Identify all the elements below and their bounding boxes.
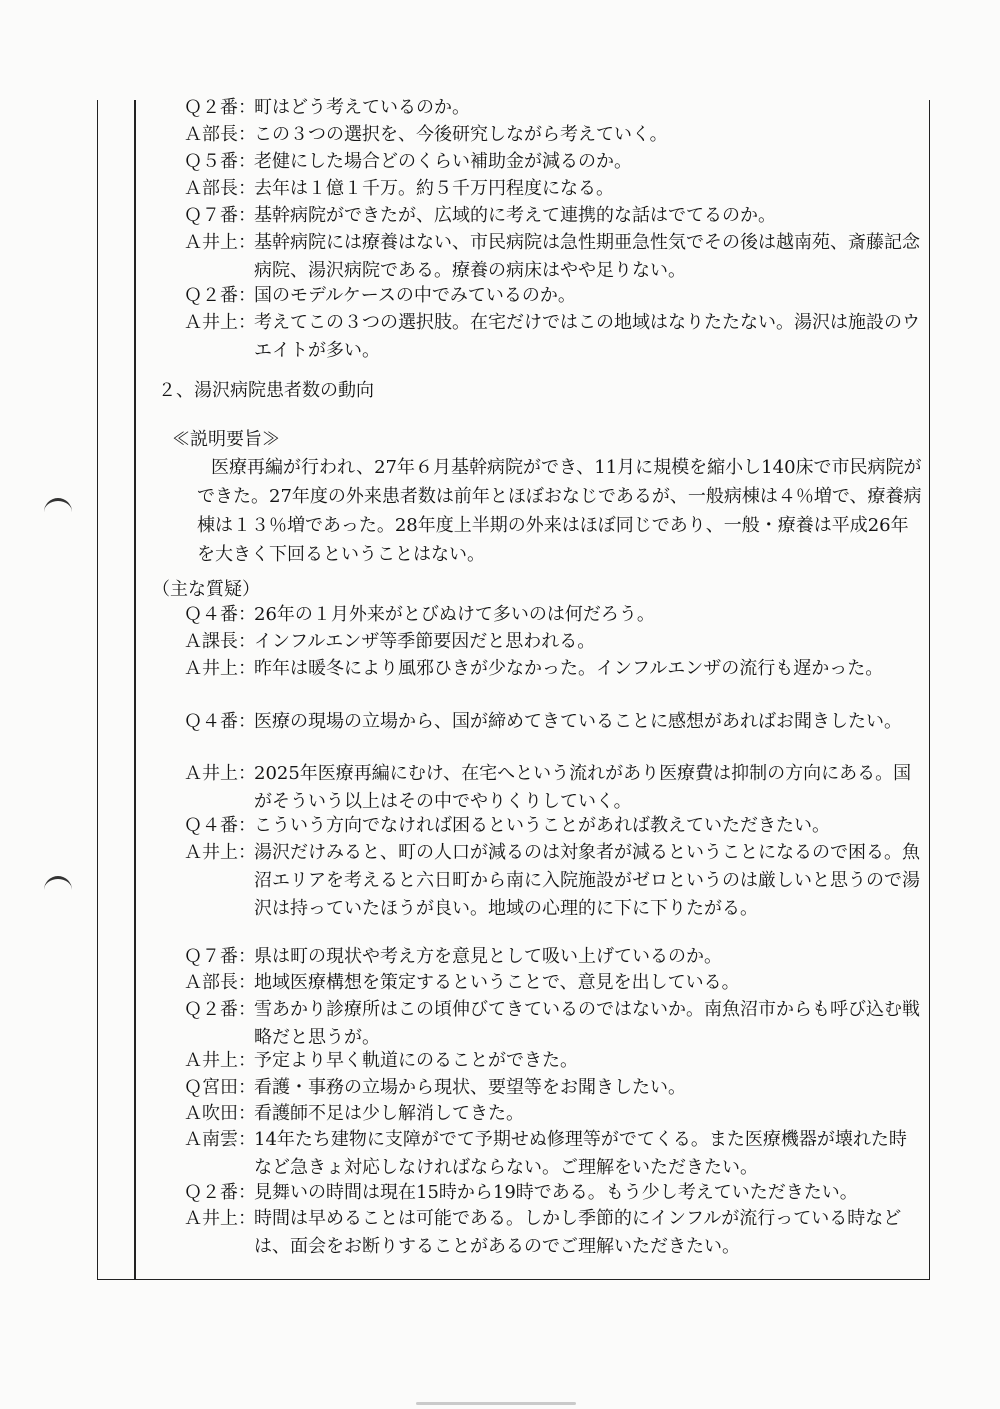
- explanation-heading: ≪説明要旨≫: [172, 429, 280, 450]
- speaker-label: Ｑ４番: [184, 711, 238, 732]
- speaker-label: Ａ部長: [184, 972, 238, 993]
- speaker-label: Ｑ４番: [184, 815, 238, 836]
- speaker-label: Ａ部長: [184, 178, 238, 199]
- qa-text: 考えてこの３つの選択肢。在宅だけではこの地域はなりたたない。湯沢は施設のウエイトが多い。: [254, 312, 920, 361]
- qa-text: こういう方向でなければ困るということがあれば教えていただきたい。: [254, 815, 830, 836]
- explanation-paragraph: 医療再編が行われ、27年６月基幹病院ができ、11月に規模を縮小し140床で市民病院ができた。27年度の外来患者数は前年とほぼおなじであるが、一般病棟は４％増で、療養病棟は１３％増であった。28年度上半期の外来はほぼ同じであり、一般・療養は平成26年を大きく下回るということはない。: [197, 457, 922, 565]
- qa-text: 湯沢だけみると、町の人口が減るのは対象者が減るということになるので困る。魚沼エリアを考えると六日町から南に入院施設がゼロというのは厳しいと思うので湯沢は持っていたほうが良い。地域の心理的に下に下りたがる。: [254, 842, 920, 919]
- qa-text: 時間は早めることは可能である。しかし季節的にインフルが流行っている時などは、面会をお断りすることがあるのでご理解いただきたい。: [254, 1208, 902, 1257]
- speaker-label: Ａ井上: [184, 658, 238, 679]
- speaker-label: Ａ井上: [184, 842, 238, 863]
- qa-text: 2025年医療再編にむけ、在宅へという流れがあり医療費は抑制の方向にある。国がそういう以上はその中でやりくりしていく。: [254, 763, 912, 812]
- qa-item: Ｑ４番 ： 26年の１月外来がとびぬけて多いのは何だろう。: [0, 601, 1000, 629]
- speaker-label: Ａ南雲: [184, 1129, 238, 1150]
- speaker-label: Ｑ７番: [184, 946, 238, 967]
- qa-text: 医療の現場の立場から、国が締めてきていることに感想があればお聞きしたい。: [254, 711, 902, 732]
- qa-text: 基幹病院ができたが、広域的に考えて連携的な話はでてるのか。: [254, 205, 776, 226]
- speaker-label: Ａ井上: [184, 1208, 238, 1229]
- qa-text: 基幹病院には療養はない、市民病院は急性期亜急性気でその後は越南苑、斎藤記念病院、湯沢病院である。療養の病床はやや足りない。: [254, 232, 920, 281]
- qa-text: 地域医療構想を策定するということで、意見を出している。: [254, 972, 740, 993]
- speaker-label: Ｑ２番: [184, 97, 238, 118]
- qa-item: Ｑ２番 ： 国のモデルケースの中でみているのか。: [0, 282, 1000, 310]
- qa-item: Ａ部長 ： 地域医療構想を策定するということで、意見を出している。: [0, 969, 1000, 997]
- qa-text: 見舞いの時間は現在15時から19時である。もう少し考えていただきたい。: [254, 1182, 858, 1203]
- qa-text: 町はどう考えているのか。: [254, 97, 470, 118]
- qa-text: 雪あかり診療所はこの頃伸びてきているのではないか。南魚沼市からも呼び込む戦略だと思うが。: [254, 999, 920, 1048]
- qa-text: 看護師不足は少し解消してきた。: [254, 1103, 524, 1124]
- qa-item: Ａ吹田 ： 看護師不足は少し解消してきた。: [0, 1100, 1000, 1128]
- qa-item: Ａ井上 ： 考えてこの３つの選択肢。在宅だけではこの地域はなりたたない。湯沢は施設のウエイトが多い。: [0, 309, 1000, 337]
- speaker-label: Ａ吹田: [184, 1103, 238, 1124]
- qa-item: Ｑ４番 ： こういう方向でなければ困るということがあれば教えていただきたい。: [0, 812, 1000, 840]
- speaker-label: Ａ井上: [184, 1050, 238, 1071]
- speaker-label: Ｑ宮田: [184, 1077, 238, 1098]
- speaker-label: Ａ井上: [184, 232, 238, 253]
- qa-item: Ｑ７番 ： 県は町の現状や考え方を意見として吸い上げているのか。: [0, 943, 1000, 971]
- questions-heading: （主な質疑）: [152, 579, 260, 600]
- speaker-label: Ａ部長: [184, 124, 238, 145]
- qa-text: 26年の１月外来がとびぬけて多いのは何だろう。: [254, 604, 655, 625]
- speaker-label: Ｑ２番: [184, 285, 238, 306]
- section-heading: ２、湯沢病院患者数の動向: [158, 380, 374, 401]
- qa-item: Ａ井上 ： 2025年医療再編にむけ、在宅へという流れがあり医療費は抑制の方向にある。国がそういう以上はその中でやりくりしていく。: [0, 760, 1000, 788]
- qa-text: 去年は１億１千万。約５千万円程度になる。: [254, 178, 614, 199]
- qa-item: Ｑ７番 ： 基幹病院ができたが、広域的に考えて連携的な話はでてるのか。: [0, 202, 1000, 230]
- speaker-label: Ｑ２番: [184, 1182, 238, 1203]
- qa-text: 国のモデルケースの中でみているのか。: [254, 285, 576, 306]
- qa-item: Ｑ５番 ： 老健にした場合どのくらい補助金が減るのか。: [0, 148, 1000, 176]
- qa-item: Ａ南雲 ： 14年たち建物に支障がでて予期せぬ修理等がでてくる。また医療機器が壊れた時など急きょ対応しなければならない。ご理解をいただきたい。: [0, 1126, 1000, 1154]
- speaker-label: Ａ課長: [184, 631, 238, 652]
- qa-item: Ａ課長 ： インフルエンザ等季節要因だと思われる。: [0, 628, 1000, 656]
- qa-text: 県は町の現状や考え方を意見として吸い上げているのか。: [254, 946, 722, 967]
- qa-item: Ａ井上 ： 時間は早めることは可能である。しかし季節的にインフルが流行っている時などは、面会をお断りすることがあるのでご理解いただきたい。: [0, 1205, 1000, 1233]
- qa-item: Ａ井上 ： 湯沢だけみると、町の人口が減るのは対象者が減るということになるので困る。魚沼エリアを考えると六日町から南に入院施設がゼロというのは厳しいと思うので湯沢は持っていたほうが良い。地域の心理的に下に下りたがる。: [0, 839, 1000, 867]
- speaker-label: Ｑ７番: [184, 205, 238, 226]
- speaker-label: Ａ井上: [184, 763, 238, 784]
- qa-text: この３つの選択を、今後研究しながら考えていく。: [254, 124, 668, 145]
- qa-text: 看護・事務の立場から現状、要望等をお聞きしたい。: [254, 1077, 686, 1098]
- qa-item: Ａ部長 ： この３つの選択を、今後研究しながら考えていく。: [0, 121, 1000, 149]
- qa-item: Ａ井上 ： 予定より早く軌道にのることができた。: [0, 1047, 1000, 1075]
- speaker-label: Ｑ５番: [184, 151, 238, 172]
- qa-text: 予定より早く軌道にのることができた。: [254, 1050, 578, 1071]
- qa-item: Ｑ２番 ： 雪あかり診療所はこの頃伸びてきているのではないか。南魚沼市からも呼び込む戦略だと思うが。: [0, 996, 1000, 1024]
- qa-item: Ａ井上 ： 基幹病院には療養はない、市民病院は急性期亜急性気でその後は越南苑、斎藤記念病院、湯沢病院である。療養の病床はやや足りない。: [0, 229, 1000, 257]
- qa-item: Ａ部長 ： 去年は１億１千万。約５千万円程度になる。: [0, 175, 1000, 203]
- speaker-label: Ａ井上: [184, 312, 238, 333]
- qa-item: Ａ井上 ： 昨年は暖冬により風邪ひきが少なかった。インフルエンザの流行も遅かった。: [0, 655, 1000, 683]
- speaker-label: Ｑ４番: [184, 604, 238, 625]
- qa-item: Ｑ２番 ： 町はどう考えているのか。: [0, 94, 1000, 122]
- qa-text: 老健にした場合どのくらい補助金が減るのか。: [254, 151, 632, 172]
- qa-item: Ｑ宮田 ： 看護・事務の立場から現状、要望等をお聞きしたい。: [0, 1074, 1000, 1102]
- qa-text: 昨年は暖冬により風邪ひきが少なかった。インフルエンザの流行も遅かった。: [254, 658, 884, 679]
- qa-item: Ｑ２番 ： 見舞いの時間は現在15時から19時である。もう少し考えていただきたい。: [0, 1179, 1000, 1207]
- qa-item: Ｑ４番 ： 医療の現場の立場から、国が締めてきていることに感想があればお聞きしたい。: [0, 708, 1000, 736]
- qa-text: 14年たち建物に支障がでて予期せぬ修理等がでてくる。また医療機器が壊れた時など急きょ対応しなければならない。ご理解をいただきたい。: [254, 1129, 907, 1178]
- speaker-label: Ｑ２番: [184, 999, 238, 1020]
- qa-text: インフルエンザ等季節要因だと思われる。: [254, 631, 596, 652]
